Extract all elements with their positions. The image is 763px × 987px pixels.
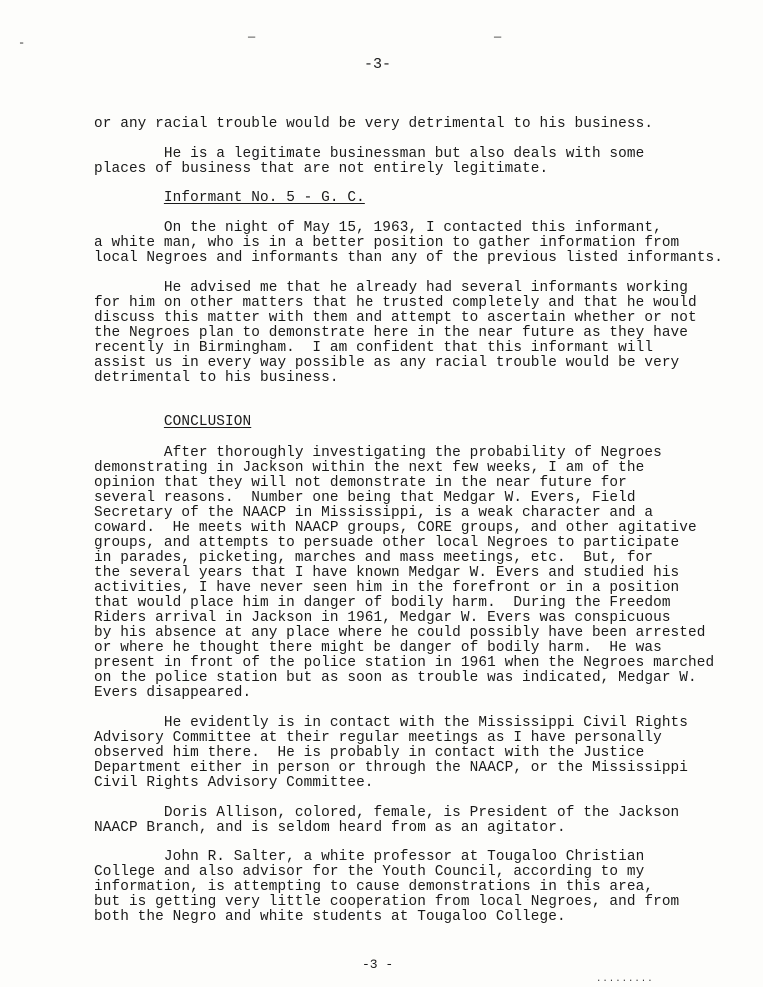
text-line: or any racial trouble would be very detrimental to his business. xyxy=(94,116,654,132)
text-line: Department either in person or through the NAACP, or the Mississippi xyxy=(94,760,689,776)
scan-mark: — xyxy=(494,30,502,44)
text-line: in parades, picketing, marches and mass meetings, etc. But, for xyxy=(94,550,654,566)
text-line: groups, and attempts to persuade other local Negroes to participate xyxy=(94,535,680,551)
text-line: Advisory Committee at their regular meetings as I have personally xyxy=(94,730,662,746)
scan-mark: ......... xyxy=(596,974,654,984)
text-line: Civil Rights Advisory Committee. xyxy=(94,775,374,791)
text-line xyxy=(94,191,365,206)
text-line: present in front of the police station in 1961 when the Negroes marched xyxy=(94,655,715,671)
page-number-header: -3- xyxy=(364,56,392,73)
text-line: both the Negro and white students at Tougaloo College. xyxy=(94,909,566,925)
text-line: by his absence at any place where he could possibly have been arrested xyxy=(94,625,706,641)
text-line: Riders arrival in Jackson in 1961, Medgar W. Evers was conspicuous xyxy=(94,610,671,626)
text-line: opinion that they will not demonstrate in the near future for xyxy=(94,475,627,491)
text-line: activities, I have never seen him in the forefront or in a position xyxy=(94,580,680,596)
page-number-footer: -3 - xyxy=(362,957,394,972)
text-line: coward. He meets with NAACP groups, CORE groups, and other agitative xyxy=(94,520,697,536)
text-line: several reasons. Number one being that Medgar W. Evers, Field xyxy=(94,490,636,506)
text-line: He evidently is in contact with the Mississippi Civil Rights xyxy=(94,715,689,731)
text-line: that would place him in danger of bodily harm. During the Freedom xyxy=(94,595,671,611)
text-line: After thoroughly investigating the probability of Negroes xyxy=(94,445,662,461)
text-line: but is getting very little cooperation from local Negroes, and from xyxy=(94,894,680,910)
text-line: On the night of May 15, 1963, I contacted this informant, xyxy=(94,220,662,236)
text-line: local Negroes and informants than any of the previous listed informants. xyxy=(94,250,723,266)
text-line: Evers disappeared. xyxy=(94,685,252,701)
text-line: for him on other matters that he trusted completely and that he would xyxy=(94,295,697,311)
text-line: information, is attempting to cause demonstrations in this area, xyxy=(94,879,654,895)
scan-mark: — xyxy=(248,30,256,44)
text-line: John R. Salter, a white professor at Tougaloo Christian xyxy=(94,849,645,865)
text-line: observed him there. He is probably in contact with the Justice xyxy=(94,745,645,761)
text-line: the Negroes plan to demonstrate here in the near future as they have xyxy=(94,325,689,341)
underlined-heading: Informant No. 5 - G. C. xyxy=(163,190,365,206)
text-line: a white man, who is in a better position to gather information from xyxy=(94,235,680,251)
text-line: detrimental to his business. xyxy=(94,370,339,386)
text-line: discuss this matter with them and attempt to ascertain whether or not xyxy=(94,310,697,326)
underlined-heading: CONCLUSION xyxy=(163,414,252,430)
text-line: College and also advisor for the Youth Council, according to my xyxy=(94,864,645,880)
text-line: assist us in every way possible as any racial trouble would be very xyxy=(94,355,680,371)
text-line: Doris Allison, colored, female, is President of the Jackson xyxy=(94,805,680,821)
text-line: recently in Birmingham. I am confident that this informant will xyxy=(94,340,654,356)
text-line: NAACP Branch, and is seldom heard from as an agitator. xyxy=(94,820,566,836)
text-line: or where he thought there might be danger of bodily harm. He was xyxy=(94,640,662,656)
text-line: He advised me that he already had several informants working xyxy=(94,280,689,296)
text-line: the several years that I have known Medgar W. Evers and studied his xyxy=(94,565,680,581)
scan-mark: - xyxy=(18,36,26,50)
text-line: on the police station but as soon as trouble was indicated, Medgar W. xyxy=(94,670,697,686)
text-line: places of business that are not entirely legitimate. xyxy=(94,161,549,177)
text-line: demonstrating in Jackson within the next few weeks, I am of the xyxy=(94,460,645,476)
text-line: He is a legitimate businessman but also deals with some xyxy=(94,146,645,162)
text-line: Secretary of the NAACP in Mississippi, is a weak character and a xyxy=(94,505,654,521)
text-line xyxy=(94,415,251,430)
